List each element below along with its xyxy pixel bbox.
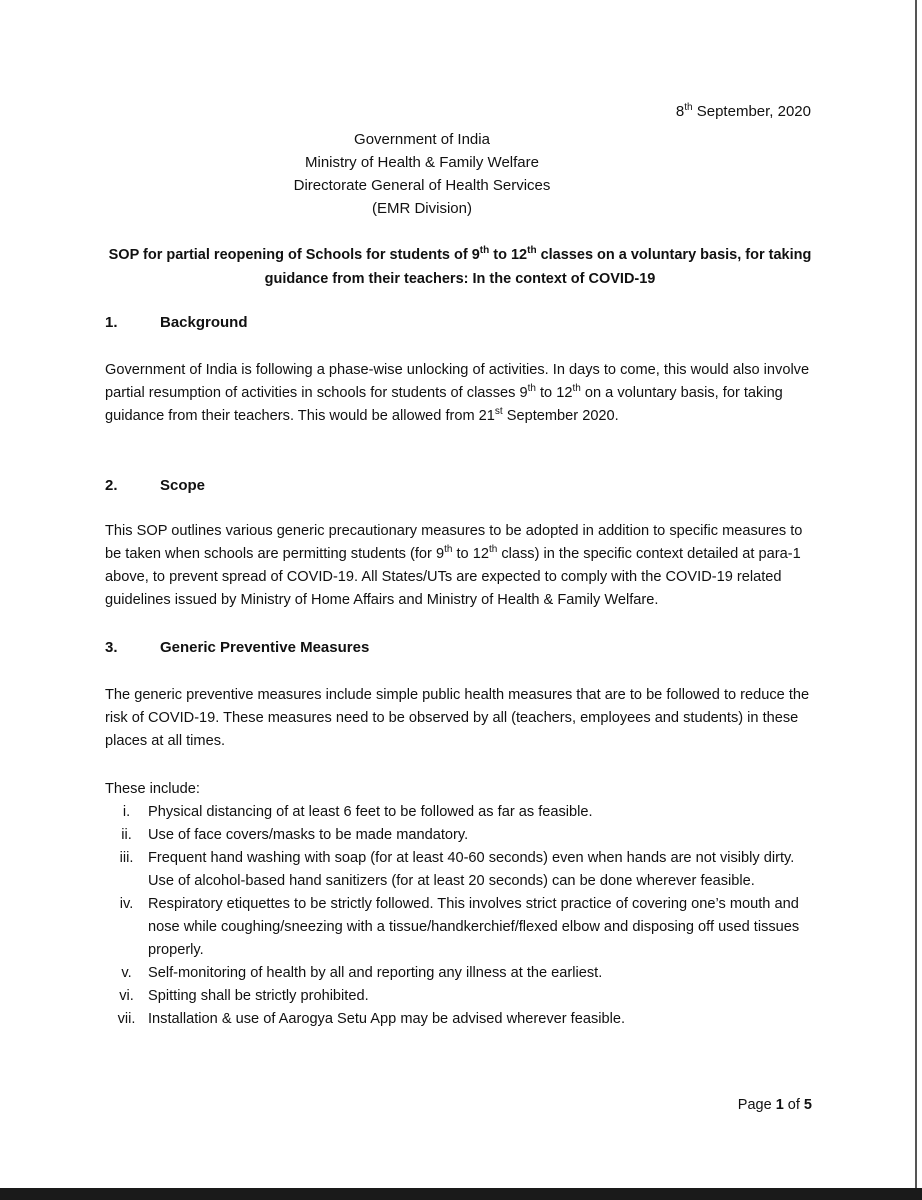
section-title: Background xyxy=(160,314,248,331)
scope-sup-1: th xyxy=(444,544,453,556)
background-part-3: on a voluntary basis, for taking guidance from their teachers. This would be allowed from 21 xyxy=(105,385,783,424)
page-of: of xyxy=(783,1097,804,1113)
header-line-4: (EMR Division) xyxy=(371,200,472,217)
list-item-text: Spitting shall be strictly prohibited. xyxy=(148,988,369,1004)
list-item xyxy=(105,1008,817,1031)
list-item-text: Use of face covers/masks to be made mandatory. xyxy=(148,827,469,843)
date-day: 8 xyxy=(675,103,685,120)
header-line-2: Ministry of Health & Family Welfare xyxy=(305,154,539,171)
background-paragraph xyxy=(105,359,817,428)
list-item-number: iv. xyxy=(119,896,134,912)
date-rest: September, 2020 xyxy=(692,103,811,120)
header-line-1: Government of India xyxy=(354,131,490,148)
section-heading-generic xyxy=(105,639,369,656)
title-sup-2: th xyxy=(527,245,537,257)
section-title: Generic Preventive Measures xyxy=(160,639,370,656)
section-number: 3. xyxy=(105,639,118,656)
list-item-number: i. xyxy=(122,804,131,820)
section-number: 2. xyxy=(105,477,118,494)
generic-paragraph: The generic preventive measures include simple public health measures that are to be followed to reduce the risk of COVID-19. These measures need to be observed by all (teachers, employees and students) in these places at all times. xyxy=(105,687,810,749)
section-heading-scope xyxy=(105,477,205,494)
scope-part-2: to 12 xyxy=(452,546,489,562)
section-number: 1. xyxy=(105,314,118,331)
measures-intro: These include: xyxy=(105,781,200,797)
document-date xyxy=(676,103,811,120)
background-sup-1: th xyxy=(527,383,536,395)
list-item-number: ii. xyxy=(121,827,132,843)
list-item xyxy=(105,985,817,1008)
page-total: 5 xyxy=(803,1097,812,1113)
list-item xyxy=(105,893,817,962)
scope-part-3: class) in the specific context detailed at para-1 above, to prevent spread of COVID-19. All States/UTs are expected to comply with the COVID-19 related guidelines issued by Ministry of Home Affairs and Ministry of Health & Family Welfare. xyxy=(105,546,801,608)
list-item-number: vii. xyxy=(117,1011,136,1027)
background-part-1: Government of India is following a phase-wise unlocking of activities. In days to come, this would also involve partial resumption of activities in schools for students of classes 9 xyxy=(105,362,810,401)
page-label: Page xyxy=(737,1097,776,1113)
list-item xyxy=(105,962,817,985)
date-suffix: th xyxy=(684,102,693,113)
list-item-text: Self-monitoring of health by all and reporting any illness at the earliest. xyxy=(148,965,603,981)
background-sup-3: st xyxy=(494,406,503,418)
list-item-text: Installation & use of Aarogya Setu App may be advised wherever feasible. xyxy=(148,1011,626,1027)
list-item-number: v. xyxy=(121,965,132,981)
measures-list xyxy=(105,801,817,1031)
list-item-number: vi. xyxy=(119,988,134,1004)
background-part-2: to 12 xyxy=(535,385,573,401)
list-item-text: Physical distancing of at least 6 feet to be followed as far as feasible. xyxy=(148,804,593,820)
letterhead xyxy=(0,128,922,220)
title-part-2: to 12 xyxy=(489,247,528,263)
background-part-4: September 2020. xyxy=(502,408,619,424)
list-item-text: Frequent hand washing with soap (for at least 40-60 seconds) even when hands are not visibly dirty. Use of alcohol-based hand sanitizers (for at least 20 seconds) can be done wherever feasible. xyxy=(148,850,795,889)
title-part-1: SOP for partial reopening of Schools for students of 9 xyxy=(108,247,480,263)
scope-paragraph xyxy=(105,520,817,612)
document-title xyxy=(105,243,815,291)
section-title: Scope xyxy=(160,477,206,494)
list-item-text: Respiratory etiquettes to be strictly followed. This involves strict practice of covering one’s mouth and nose while coughing/sneezing with a tissue/handkerchief/flexed elbow and disposing off used tissues properly. xyxy=(148,896,800,958)
list-item xyxy=(105,801,817,824)
scope-sup-2: th xyxy=(488,544,498,556)
background-sup-2: th xyxy=(572,383,581,395)
bottom-bar xyxy=(0,1188,922,1200)
list-item-number: iii. xyxy=(119,850,134,866)
title-part-3: classes on a voluntary basis, for taking guidance from their teachers: In the context of COVID-19 xyxy=(264,247,812,287)
page-current: 1 xyxy=(775,1097,784,1113)
list-item xyxy=(105,847,817,893)
list-item xyxy=(105,824,817,847)
scope-part-1: This SOP outlines various generic precautionary measures to be adopted in addition to specific measures to be taken when schools are permitting students (for 9 xyxy=(105,523,803,562)
title-sup-1: th xyxy=(479,245,490,257)
section-heading-background xyxy=(105,314,248,331)
page-number xyxy=(738,1097,812,1113)
header-line-3: Directorate General of Health Services xyxy=(293,177,551,194)
